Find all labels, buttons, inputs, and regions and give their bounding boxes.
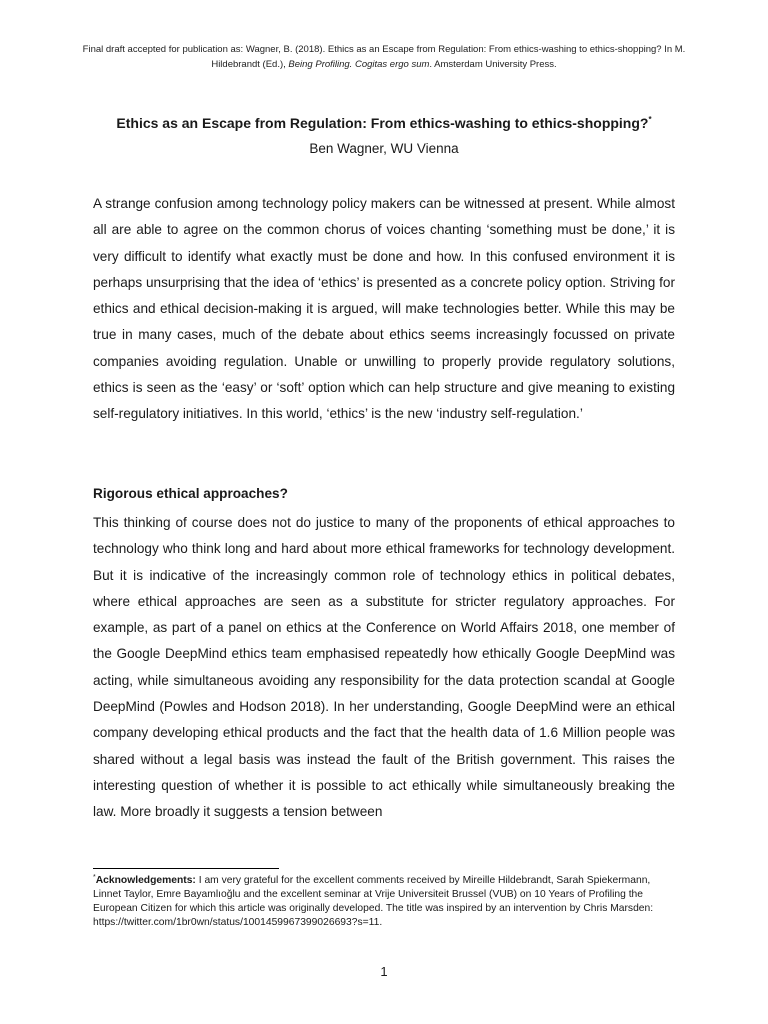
page-number: 1: [380, 964, 388, 979]
publication-note: [60, 42, 708, 72]
footnote: [93, 874, 675, 930]
article-title-text: Ethics as an Escape from Regulation: From ethics-washing to ethics-shopping?: [116, 115, 649, 131]
footnote-text: I am very grateful for the excellent comments received by Mireille Hildebrandt, Sarah Spiekermann, Linnet Taylor, Emre Bayamlıoğlu and the excellent seminar at Vrije Universiteit Brussel (VUB) on 10 Years of Profiling the European Citizen for which this article was originally developed. The title was inspired by an intervention by Chris Marsden: https://twitter.com/1br0wn/status/1001459967399026693?s=11.: [93, 875, 654, 928]
publication-note-suffix: . Amsterdam University Press.: [429, 59, 557, 70]
publication-note-prefix: Final draft accepted for publication as: Wagner, B. (2018). Ethics as an Escape from Regulation: From ethics-washing to ethics-shopping? In M. Hildebrandt (Ed.),: [82, 44, 686, 70]
section-heading: Rigorous ethical approaches?: [93, 486, 288, 501]
intro-paragraph: A strange confusion among technology policy makers can be witnessed at present. While almost all are able to agree on the common chorus of voices chanting ‘something must be done,’ it is very difficult to identify what exactly must be done and how. In this confused environment it is perhaps unsurprising that the idea of ‘ethics’ is presented as a concrete policy option. Striving for ethics and ethical decision-making it is argued, will make technologies better. While this may be true in many cases, much of the debate about ethics seems increasingly focussed on private companies avoiding regulation. Unable or unwilling to properly provide regulatory solutions, ethics is seen as the ‘easy’ or ‘soft’ option which can help structure and give meaning to existing self-regulatory initiatives. In this world, ‘ethics’ is the new ‘industry self-regulation.’: [93, 196, 675, 422]
title-footnote-marker[interactable]: *: [648, 115, 652, 124]
footnote-divider: [93, 868, 279, 869]
author-line: Ben Wagner, WU Vienna: [309, 141, 459, 156]
book-title: Being Profiling. Cogitas ergo sum: [288, 59, 430, 70]
article-title: [60, 114, 708, 132]
footnote-label: Acknowledgements:: [95, 875, 196, 886]
footnote-marker: *: [93, 874, 96, 881]
section-paragraph: This thinking of course does not do justice to many of the proponents of ethical approaches to technology who think long and hard about more ethical frameworks for technology development. But it is indicative of the increasingly common role of technology ethics in political debates, where ethical approaches are seen as a substitute for stricter regulatory approaches. For example, as part of a panel on ethics at the Conference on World Affairs 2018, one member of the Google DeepMind ethics team emphasised repeatedly how ethically Google DeepMind was acting, while simultaneous avoiding any responsibility for the data protection scandal at Google DeepMind (Powles and Hodson 2018). In her understanding, Google DeepMind were an ethical company developing ethical products and the fact that the health data of 1.6 Million people was shared without a legal basis was instead the fault of the British government. This raises the interesting question of whether it is possible to act ethically while simultaneously breaking the law. More broadly it suggests a tension between: [93, 515, 675, 820]
